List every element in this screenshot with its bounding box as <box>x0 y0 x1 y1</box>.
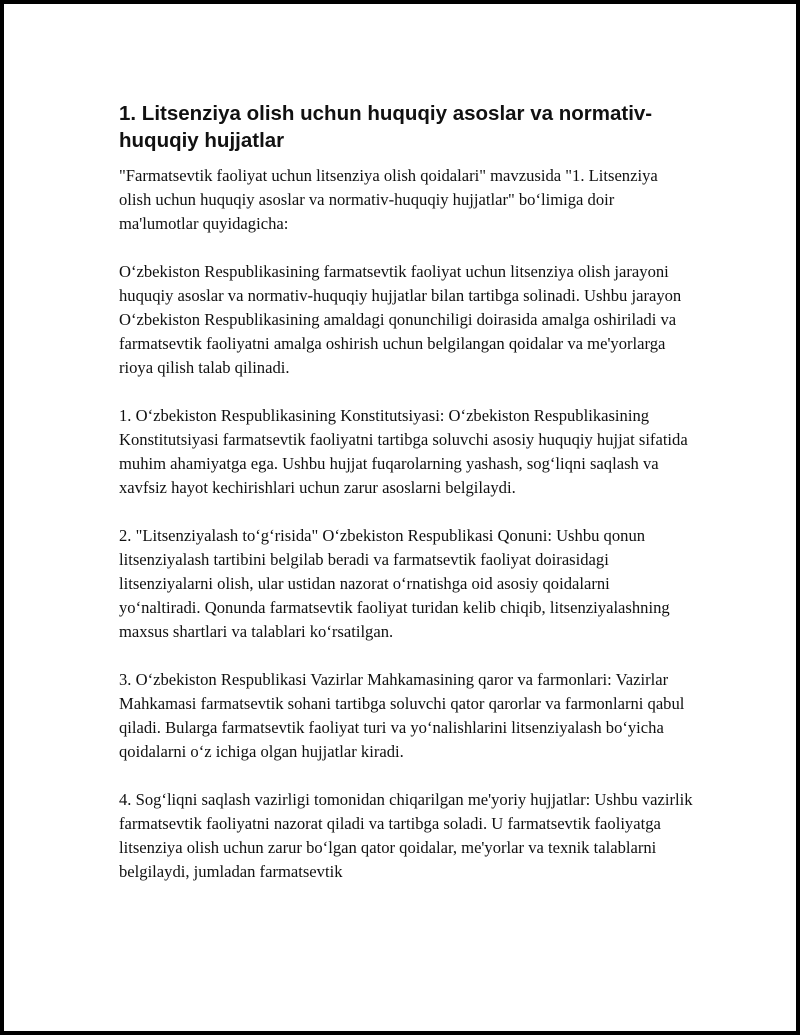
intro-paragraph: "Farmatsevtik faoliyat uchun litsenziya olish qoidalari" mavzusida "1. Litsenziya olish uchun huquqiy asoslar va normativ-huquqiy hujjatlar" bo‘limiga doir ma'lumotlar quyidagicha: <box>119 166 658 233</box>
licensing-law-paragraph: 2. "Litsenziyalash to‘g‘risida" O‘zbekiston Respublikasi Qonuni: Ushbu qonun litsenziyalash tartibini belgilab beradi va farmatsevtik faoliyat doirasidagi litsenziyalarni olish, ular ustidan nazorat o‘rnatishga oid asosiy qoidalarni yo‘naltiradi. Qonunda farmatsevtik faoliyat turidan kelib chiqib, litsenziyalashning maxsus shartlari va talablari ko‘rsatilgan. <box>119 526 670 641</box>
cabinet-decrees-paragraph: 3. O‘zbekiston Respublikasi Vazirlar Mahkamasining qaror va farmonlari: Vazirlar Mahkamasi farmatsevtik sohani tartibga soluvchi qator qarorlar va farmonlarni qabul qiladi. Bularga farmatsevtik faoliyat turi va yo‘nalishlarini litsenziyalash bo‘yicha qoidalarni o‘z ichiga olgan hujjatlar kiradi. <box>119 670 685 761</box>
overview-paragraph: O‘zbekiston Respublikasining farmatsevtik faoliyat uchun litsenziya olish jarayoni huquqiy asoslar va normativ-huquqiy hujjatlar bilan tartibga solinadi. Ushbu jarayon O‘zbekiston Respublikasining amaldagi qonunchiligi doirasida amalga oshiriladi va farmatsevtik faoliyatni amalga oshirish uchun belgilangan qoidalar va me'yorlarga rioya qilish talab qilinadi. <box>119 262 682 377</box>
section-heading: 1. Litsenziya olish uchun huquqiy asoslar va normativ-huquqiy hujjatlar <box>119 102 653 152</box>
document-body <box>119 100 694 908</box>
constitution-paragraph: 1. O‘zbekiston Respublikasining Konstitutsiyasi: O‘zbekiston Respublikasining Konstitutsiyasi farmatsevtik faoliyatni tartibga soluvchi asosiy huquqiy hujjat sifatida muhim ahamiyatga ega. Ushbu hujjat fuqarolarning yashash, sog‘liqni saqlash va xavfsiz hayot kechirishlari uchun zarur asoslarni belgilaydi. <box>119 406 688 497</box>
health-ministry-paragraph: 4. Sog‘liqni saqlash vazirligi tomonidan chiqarilgan me'yoriy hujjatlar: Ushbu vazirlik farmatsevtik faoliyatni nazorat qiladi va tartibga soladi. U farmatsevtik faoliyatga litsenziya olish uchun zarur bo‘lgan qator qoidalar, me'yorlar va texnik talablarni belgilaydi, jumladan farmatsevtik <box>119 790 693 881</box>
